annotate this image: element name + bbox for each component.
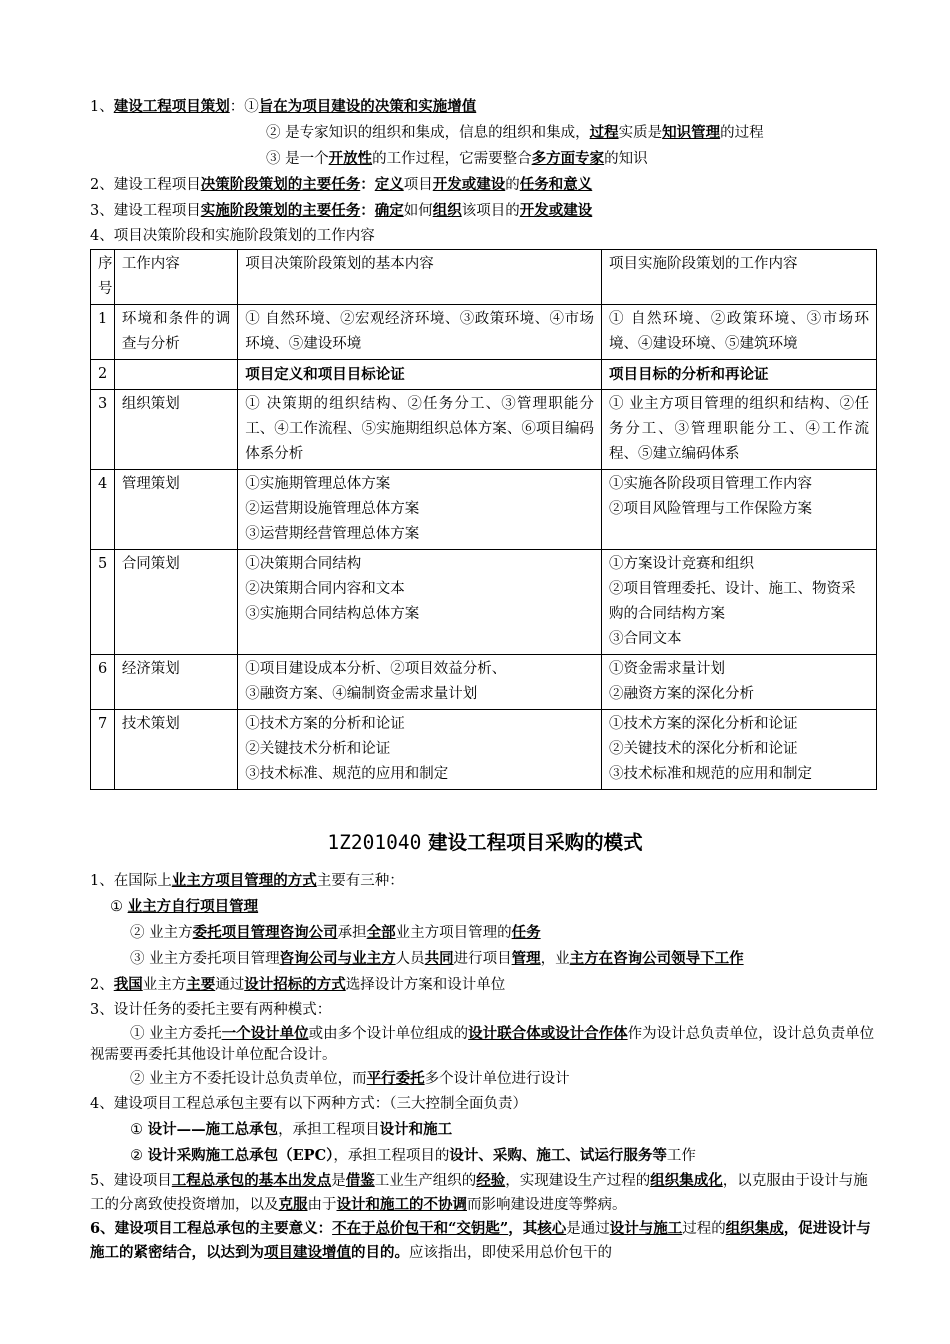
para-1-item-1: ① 业主方自行项目管理	[110, 898, 259, 915]
intro-line-3: ③ 是一个开放性的工作过程，它需要整合多方面专家的知识	[266, 150, 648, 167]
header-work: 工作内容	[114, 250, 237, 305]
intro-line-6: 4、项目决策阶段和实施阶段策划的工作内容	[90, 228, 375, 244]
para-6: 6、建设项目工程总承包的主要意义：不在于总价包干和“交钥匙”，其核心是通过设计与施工过程的组织集成，促进设计与施工的紧密结合，以达到为项目建设增值的目的。应该指出，即使采用总价包干的	[90, 1220, 871, 1261]
term-project-planning: 建设工程项目策划	[113, 98, 230, 115]
header-decision: 项目决策阶段策划的基本内容	[238, 250, 602, 305]
section-code: 1Z201040	[327, 831, 422, 854]
table-row: 2 项目定义和项目目标论证 项目目标的分析和再论证	[91, 360, 877, 390]
table-row: 5 合同策划 ①决策期合同结构 ②决策期合同内容和文本 ③实施期合同结构总体方案 ①方案设计竞赛和组织 ②项目管理委托、设计、施工、物资采购的合同结构方案 ③合同文本	[91, 550, 877, 655]
intro-line-4: 2、建设工程项目决策阶段策划的主要任务：定义项目开发或建设的任务和意义	[90, 176, 593, 193]
table-row: 7 技术策划 ①技术方案的分析和论证 ②关键技术分析和论证 ③技术标准、规范的应用和制定 ①技术方案的深化分析和论证 ②关键技术的深化分析和论证 ③技术标准和规范的应用和制定	[91, 710, 877, 790]
para-4: 4、建设项目工程总承包主要有以下两种方式：（三大控制全面负责）	[90, 1096, 527, 1112]
header-impl: 项目实施阶段策划的工作内容	[601, 250, 876, 305]
para-4-item-2: ② 设计采购施工总承包（EPC），承担工程项目的设计、采购、施工、试运行服务等工作	[130, 1147, 696, 1164]
para-1-item-3: ③ 业主方委托项目管理咨询公司与业主方人员共同进行项目管理，业主方在咨询公司领导下工作	[130, 950, 744, 967]
document-page	[90, 94, 880, 1265]
intro-line-5: 3、建设工程项目实施阶段策划的主要任务：确定如何组织该项目的开发或建设	[90, 202, 593, 219]
table-row: 4 管理策划 ①实施期管理总体方案 ②运营期设施管理总体方案 ③运营期经营管理总体方案 ①实施各阶段项目管理工作内容 ②项目风险管理与工作保险方案	[91, 470, 877, 550]
para-5: 5、建设项目工程总承包的基本出发点是借鉴工业生产组织的经验，实现建设生产过程的组织集成化，以克服由于设计与施工的分离致使投资增加，以及克服由于设计和施工的不协调而影响建设进度等弊病。	[90, 1172, 868, 1213]
planning-table	[90, 249, 877, 790]
table-row: 1 环境和条件的调查与分析 ① 自然环境、②宏观经济环境、③政策环境、④市场环境、⑤建设环境 ① 自然环境、②政策环境、③市场环境、④建设环境、⑤建筑环境	[91, 305, 877, 360]
para-3-item-1: ① 业主方委托一个设计单位或由多个设计单位组成的设计联合体或设计合作体作为设计总负责单位，设计总负责单位视需要再委托其他设计单位配合设计。	[90, 1025, 875, 1063]
para-1-item-2: ② 业主方委托项目管理咨询公司承担全部业主方项目管理的任务	[130, 924, 541, 941]
table-header-row	[91, 250, 877, 305]
para-3: 3、设计任务的委托主要有两种模式：	[90, 1002, 332, 1018]
para-1: 1、在国际上业主方项目管理的方式主要有三种：	[90, 872, 404, 889]
header-no: 序号	[91, 250, 115, 305]
table-row: 3 组织策划 ① 决策期的组织结构、②任务分工、③管理职能分工、④工作流程、⑤实施期组织总体方案、⑥项目编码体系分析 ① 业主方项目管理的组织和结构、②任务分工、③管理职能分工、④工作流程、⑤建立编码体系	[91, 390, 877, 470]
para-3-item-2: ② 业主方不委托设计总负责单位，而平行委托多个设计单位进行设计	[130, 1070, 570, 1087]
intro-line-2: ② 是专家知识的组织和集成，信息的组织和集成，过程实质是知识管理的过程	[266, 124, 764, 141]
section-heading	[90, 830, 880, 856]
table-row: 6 经济策划 ①项目建设成本分析、②项目效益分析、 ③融资方案、④编制资金需求量计划 ①资金需求量计划 ②融资方案的深化分析	[91, 655, 877, 710]
section-title: 建设工程项目采购的模式	[421, 831, 643, 854]
para-2: 2、我国业主方主要通过设计招标的方式选择设计方案和设计单位	[90, 976, 506, 993]
para-4-item-1: ① 设计——施工总承包，承担工程项目设计和施工	[130, 1121, 453, 1138]
intro-line-1: 1、建设工程项目策划：①旨在为项目建设的决策和实施增值	[90, 98, 477, 115]
